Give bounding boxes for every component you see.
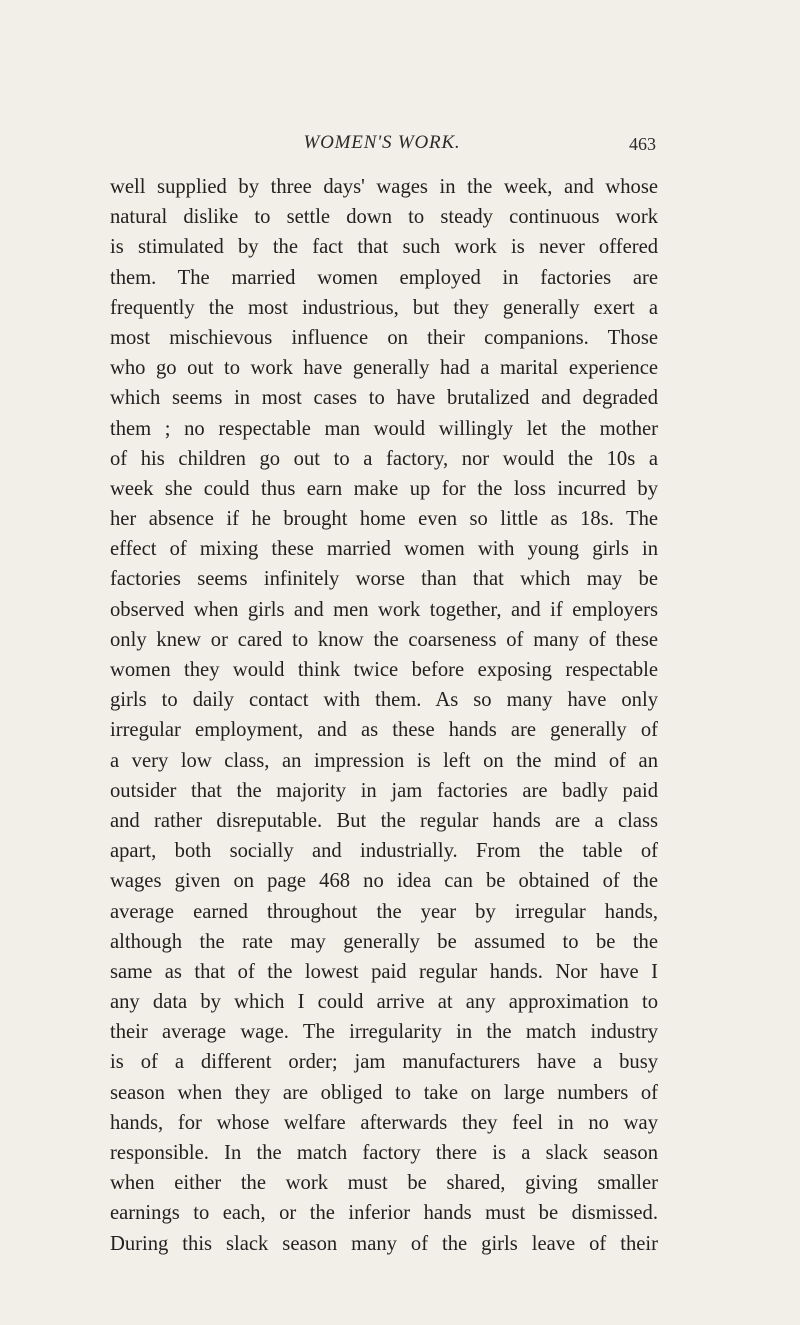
text-line: who go out to work have generally had a marital experience [110,357,658,380]
text-line: average earned throughout the year by irregular hands, [110,900,658,923]
text-line: them. The married women employed in factories are [110,266,658,289]
text-line: season when they are obliged to take on large numbers of [110,1081,658,1104]
text-line: earnings to each, or the inferior hands must be dismissed. [110,1202,658,1225]
text-line: them ; no respectable man would willingly let the mother [110,417,658,440]
text-line: although the rate may generally be assumed to be the [110,930,658,953]
text-line: is stimulated by the fact that such work is never offered [110,236,658,259]
text-line: factories seems infinitely worse than that which may be [110,568,658,591]
text-line: responsible. In the match factory there is a slack season [110,1142,658,1164]
text-line: week she could thus earn make up for the loss incurred by [110,477,658,500]
text-line: natural dislike to settle down to steady continuous work [110,206,658,229]
text-line: outsider that the majority in jam factories are badly paid [110,779,658,802]
text-line: same as that of the lowest paid regular hands. Nor have I [110,960,658,983]
text-line: well supplied by three days' wages in the week, and whose [110,176,658,198]
text-line: a very low class, an impression is left on the mind of an [110,749,658,772]
text-line: their average wage. The irregularity in the match industry [110,1021,658,1044]
text-line: apart, both socially and industrially. From the table of [110,840,658,863]
text-line: wages given on page 468 no idea can be obtained of the [110,870,658,893]
text-line: irregular employment, and as these hands are generally of [110,719,658,742]
text-line: most mischievous influence on their companions. Those [110,326,658,349]
body-text [110,172,658,1259]
text-line: which seems in most cases to have brutalized and degraded [110,387,658,410]
text-line: effect of mixing these married women with young girls in [110,538,658,561]
running-title: WOMEN'S WORK. [303,132,461,153]
text-line: any data by which I could arrive at any approximation to [110,991,658,1014]
running-head [108,132,656,162]
text-line: is of a different order; jam manufacturers have a busy [110,1051,658,1074]
text-line: observed when girls and men work together, and if employers [110,598,658,621]
text-line: of his children go out to a factory, nor would the 10s a [110,447,658,470]
text-line: women they would think twice before exposing respectable [110,659,658,681]
text-line: when either the work must be shared, giving smaller [110,1172,658,1195]
page-number: 463 [629,134,656,154]
text-line: frequently the most industrious, but they generally exert a [110,296,658,319]
text-line: hands, for whose welfare afterwards they feel in no way [110,1111,658,1134]
text-line: only knew or cared to know the coarseness of many of these [110,628,658,651]
text-line: girls to daily contact with them. As so many have only [110,689,658,712]
text-line: and rather disreputable. But the regular hands are a class [110,809,658,832]
text-line: her absence if he brought home even so little as 18s. The [110,508,658,531]
text-line: During this slack season many of the girls leave of their [110,1232,658,1255]
